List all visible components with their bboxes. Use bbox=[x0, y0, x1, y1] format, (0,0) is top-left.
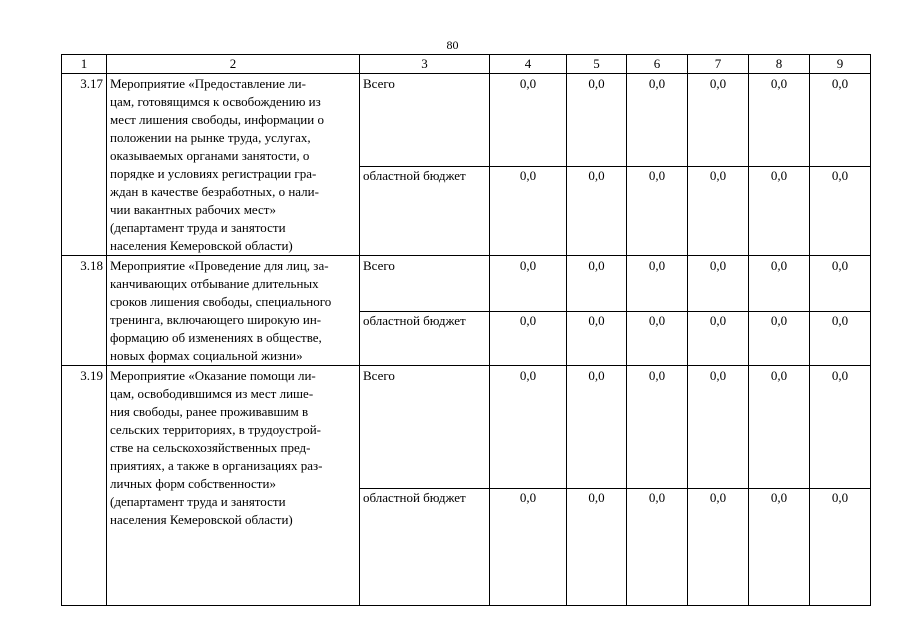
measure-description bbox=[107, 366, 360, 606]
value-cell: 0,0 bbox=[627, 256, 688, 312]
value-cell: 0,0 bbox=[567, 366, 627, 489]
source-label: Всего bbox=[360, 256, 490, 312]
value-cell: 0,0 bbox=[490, 74, 567, 167]
header-cell: 1 bbox=[62, 55, 107, 74]
header-cell: 3 bbox=[360, 55, 490, 74]
value-cell: 0,0 bbox=[688, 312, 749, 366]
value-cell: 0,0 bbox=[688, 366, 749, 489]
value-cell: 0,0 bbox=[490, 489, 567, 606]
value-cell: 0,0 bbox=[567, 312, 627, 366]
source-label: Всего bbox=[360, 74, 490, 167]
desc-text: Мероприятие «Проведение для лиц, за- канчивающих отбывание длительных сроков лишения свободы, специального тренинга, включающего широкую ин- формацию об изменениях в обществе, новых формах социальной жизни» bbox=[110, 258, 332, 363]
value-cell: 0,0 bbox=[490, 312, 567, 366]
header-row bbox=[62, 55, 871, 74]
row-number: 3.17 bbox=[62, 74, 107, 256]
measures-table bbox=[61, 54, 871, 606]
value-cell: 0,0 bbox=[688, 74, 749, 167]
value-cell: 0,0 bbox=[490, 366, 567, 489]
value-cell: 0,0 bbox=[627, 366, 688, 489]
value-cell: 0,0 bbox=[567, 167, 627, 256]
value-cell: 0,0 bbox=[490, 256, 567, 312]
table-row bbox=[62, 366, 871, 489]
value-cell: 0,0 bbox=[749, 74, 810, 167]
value-cell: 0,0 bbox=[749, 256, 810, 312]
source-label: областной бюджет bbox=[360, 489, 490, 606]
row-number: 3.18 bbox=[62, 256, 107, 366]
value-cell: 0,0 bbox=[567, 489, 627, 606]
value-cell: 0,0 bbox=[810, 74, 871, 167]
value-cell: 0,0 bbox=[688, 167, 749, 256]
value-cell: 0,0 bbox=[749, 366, 810, 489]
value-cell: 0,0 bbox=[749, 167, 810, 256]
value-cell: 0,0 bbox=[749, 312, 810, 366]
value-cell: 0,0 bbox=[627, 167, 688, 256]
header-cell: 5 bbox=[567, 55, 627, 74]
measure-description bbox=[107, 256, 360, 366]
source-label: Всего bbox=[360, 366, 490, 489]
row-number: 3.19 bbox=[62, 366, 107, 606]
value-cell: 0,0 bbox=[627, 312, 688, 366]
value-cell: 0,0 bbox=[810, 167, 871, 256]
value-cell: 0,0 bbox=[749, 489, 810, 606]
value-cell: 0,0 bbox=[567, 256, 627, 312]
desc-text: Мероприятие «Оказание помощи ли- цам, освободившимся из мест лише- ния свободы, ранее проживавшим в сельских территориях, в трудоустрой- стве на сельскохозяйственных пред- приятиях, а также в организациях раз- личных форм собственности» (департамент труда и занятости населения Кемеровской области) bbox=[110, 368, 323, 527]
header-cell: 6 bbox=[627, 55, 688, 74]
header-cell: 8 bbox=[749, 55, 810, 74]
value-cell: 0,0 bbox=[810, 256, 871, 312]
table-row bbox=[62, 256, 871, 312]
source-label: областной бюджет bbox=[360, 167, 490, 256]
value-cell: 0,0 bbox=[810, 312, 871, 366]
value-cell: 0,0 bbox=[627, 74, 688, 167]
header-cell: 7 bbox=[688, 55, 749, 74]
value-cell: 0,0 bbox=[810, 366, 871, 489]
header-cell: 2 bbox=[107, 55, 360, 74]
desc-text: Мероприятие «Предоставление ли- цам, готовящимся к освобождению из мест лишения свободы, информации о положении на рынке труда, услугах, оказываемых органами занятости, о порядке и условиях регистрации гра- ждан в качестве безработных, о нали- чии вакантных рабочих мест» (департамент труда и занятости населения Кемеровской области) bbox=[110, 76, 324, 253]
value-cell: 0,0 bbox=[627, 489, 688, 606]
value-cell: 0,0 bbox=[810, 489, 871, 606]
value-cell: 0,0 bbox=[688, 489, 749, 606]
value-cell: 0,0 bbox=[688, 256, 749, 312]
header-cell: 9 bbox=[810, 55, 871, 74]
source-label: областной бюджет bbox=[360, 312, 490, 366]
value-cell: 0,0 bbox=[567, 74, 627, 167]
value-cell: 0,0 bbox=[490, 167, 567, 256]
page-number: 80 bbox=[446, 38, 459, 52]
measure-description bbox=[107, 74, 360, 256]
table-row bbox=[62, 74, 871, 167]
header-cell: 4 bbox=[490, 55, 567, 74]
